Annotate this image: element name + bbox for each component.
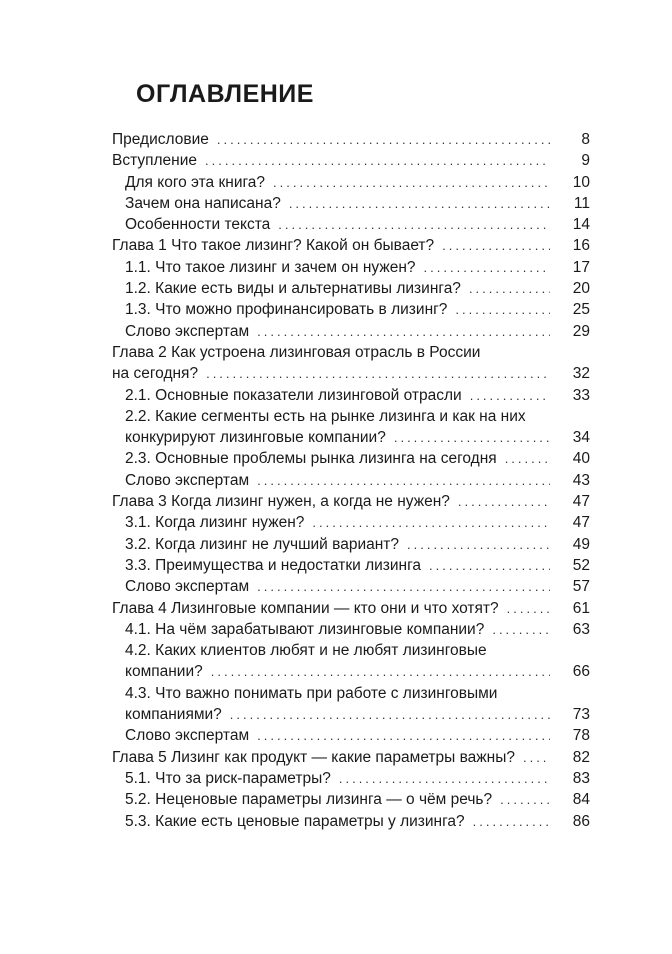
toc-entry-lead: 2.2. Какие сегменты есть на рынке лизинга и как на них <box>125 407 526 425</box>
toc-entry[interactable] <box>112 129 590 150</box>
dot-leader <box>455 299 550 320</box>
toc-entry[interactable] <box>112 214 590 235</box>
toc-entry-page-number: 34 <box>572 429 590 447</box>
toc-entry-title: на сегодня? <box>112 365 199 383</box>
dot-leader <box>273 172 550 193</box>
toc-entry-title: Глава 1 Что такое лизинг? Какой он бывает? <box>112 237 435 255</box>
toc-entry-title: компании? <box>125 663 203 681</box>
toc-entry-page-number: 57 <box>572 578 590 596</box>
toc-entry-page-number: 63 <box>572 620 590 638</box>
toc-entry-page-number: 83 <box>572 769 590 787</box>
dot-leader <box>289 193 550 214</box>
toc-entry-page-number: 29 <box>572 322 590 340</box>
toc-entry-title: 5.3. Какие есть ценовые параметры у лизинга? <box>125 812 465 830</box>
toc-entry-title: 4.1. На чём зарабатывают лизинговые компании? <box>125 620 485 638</box>
dot-leader <box>257 576 550 597</box>
toc-entry-page-number: 11 <box>573 194 590 212</box>
toc-entry-title: 1.3. Что можно профинансировать в лизинг? <box>125 301 448 319</box>
toc-entry[interactable] <box>112 598 590 619</box>
toc-entry[interactable] <box>112 278 590 299</box>
toc-entry[interactable] <box>112 193 590 214</box>
toc-entry-page-number: 8 <box>581 131 590 148</box>
toc-entry-title: 5.2. Неценовые параметры лизинга — о чём речь? <box>125 791 493 809</box>
toc-entry-page-number: 33 <box>572 386 590 404</box>
toc-entry[interactable] <box>112 150 590 171</box>
dot-leader <box>458 491 550 512</box>
toc-entry[interactable] <box>112 321 590 342</box>
toc-entry-title: Предисловие <box>112 131 209 148</box>
dot-leader <box>257 321 550 342</box>
toc-entry-title: Слово экспертам <box>125 727 250 745</box>
toc-entry-title: Вступление <box>112 152 198 170</box>
toc-entry[interactable] <box>112 811 590 832</box>
toc-entry-page-number: 43 <box>572 471 590 489</box>
dot-leader <box>205 150 550 171</box>
toc-entry[interactable] <box>112 704 590 725</box>
toc-entry-page-number: 49 <box>572 535 590 553</box>
toc-entry-page-number: 82 <box>572 748 590 766</box>
toc-entry-title: 3.2. Когда лизинг не лучший вариант? <box>125 535 399 553</box>
toc-entry[interactable] <box>112 299 590 320</box>
toc-entry-page-number: 14 <box>572 216 590 234</box>
toc-entry-title: 5.1. Что за риск-параметры? <box>125 769 331 787</box>
toc-entry-title: компаниями? <box>125 706 222 724</box>
toc-entry[interactable] <box>112 725 590 746</box>
toc-entry[interactable] <box>112 172 590 193</box>
toc-entry[interactable] <box>112 534 590 555</box>
toc-entry-page-number: 9 <box>581 152 590 170</box>
dot-leader <box>339 768 550 789</box>
dot-leader <box>211 661 550 682</box>
toc-entry[interactable] <box>112 448 590 469</box>
toc-entry-title: 1.1. Что такое лизинг и зачем он нужен? <box>125 258 416 276</box>
dot-leader <box>230 704 550 725</box>
dot-leader <box>217 129 550 150</box>
toc-entry-title: 2.1. Основные показатели лизинговой отрасли <box>125 386 462 404</box>
dot-leader <box>206 363 550 384</box>
toc-entry[interactable] <box>112 789 590 810</box>
toc-entry-page-number: 17 <box>572 258 590 276</box>
toc-entry[interactable] <box>112 512 590 533</box>
toc-entry-page-number: 16 <box>572 237 590 255</box>
page-title: ОГЛАВЛЕНИЕ <box>136 80 314 108</box>
dot-leader <box>278 214 550 235</box>
toc-entry-title: 3.1. Когда лизинг нужен? <box>125 514 305 532</box>
toc-entry-lead: Глава 2 Как устроена лизинговая отрасль в России <box>112 343 481 361</box>
toc-entry[interactable] <box>112 257 590 278</box>
dot-leader <box>500 789 550 810</box>
dot-leader <box>442 235 550 256</box>
dot-leader <box>424 257 550 278</box>
toc-entry[interactable] <box>112 235 590 256</box>
dot-leader <box>523 747 550 768</box>
dot-leader <box>257 725 550 746</box>
toc-entry[interactable] <box>112 427 590 448</box>
dot-leader <box>507 598 550 619</box>
toc-entry[interactable] <box>112 747 590 768</box>
toc-entry-title: Слово экспертам <box>125 578 250 596</box>
toc-entry[interactable] <box>112 385 590 406</box>
dot-leader <box>429 555 550 576</box>
toc-entry-title: Слово экспертам <box>125 322 250 340</box>
toc-entry-title: Слово экспертам <box>125 471 250 489</box>
toc-entry-page-number: 20 <box>572 280 590 298</box>
toc-entry-page-number: 73 <box>572 706 590 724</box>
toc-entry[interactable] <box>112 768 590 789</box>
toc-entry-page-number: 86 <box>572 812 590 830</box>
toc-entry-page-number: 78 <box>572 727 590 745</box>
toc-entry[interactable] <box>112 555 590 576</box>
toc-entry-title: Глава 3 Когда лизинг нужен, а когда не нужен? <box>112 493 450 511</box>
dot-leader <box>473 811 550 832</box>
toc-entry-title: Для кого эта книга? <box>125 173 266 191</box>
dot-leader <box>257 470 550 491</box>
toc-entry-page-number: 25 <box>572 301 590 319</box>
toc-entry[interactable] <box>112 661 590 682</box>
dot-leader <box>407 534 550 555</box>
toc-entry-page-number: 66 <box>572 663 590 681</box>
toc-entry-page-number: 52 <box>572 556 590 574</box>
toc-entry[interactable] <box>112 470 590 491</box>
toc-entry[interactable] <box>112 576 590 597</box>
toc-entry-title: конкурируют лизинговые компании? <box>125 429 386 447</box>
toc-entry-page-number: 10 <box>572 173 590 191</box>
toc-entry[interactable] <box>112 363 590 384</box>
toc-entry-title: Особенности текста <box>125 216 271 234</box>
toc-entry-page-number: 47 <box>572 514 590 532</box>
toc-entry-page-number: 47 <box>572 493 590 511</box>
dot-leader <box>469 278 550 299</box>
toc-entry-page-number: 40 <box>572 450 590 468</box>
toc-entry-title: Глава 4 Лизинговые компании — кто они и что хотят? <box>112 599 499 617</box>
dot-leader <box>492 619 550 640</box>
toc-entry-title: 1.2. Какие есть виды и альтернативы лизинга? <box>125 280 461 298</box>
toc-entry[interactable] <box>112 491 590 512</box>
toc-entry-page-number: 32 <box>572 365 590 383</box>
toc-entry-page-number: 84 <box>572 791 590 809</box>
toc-entry-page-number: 61 <box>572 599 590 617</box>
toc-entry-lead: 4.2. Каких клиентов любят и не любят лизинговые <box>125 642 487 660</box>
dot-leader <box>394 427 550 448</box>
dot-leader <box>470 385 550 406</box>
toc-entry-title: 3.3. Преимущества и недостатки лизинга <box>125 556 422 574</box>
toc-entry-title: 2.3. Основные проблемы рынка лизинга на сегодня <box>125 450 497 468</box>
toc-entry-title: Зачем она написана? <box>125 194 281 212</box>
toc-entry[interactable] <box>112 619 590 640</box>
table-of-contents <box>112 129 590 832</box>
dot-leader <box>505 448 550 469</box>
toc-entry-title: Глава 5 Лизинг как продукт — какие параметры важны? <box>112 748 515 766</box>
toc-entry-lead: 4.3. Что важно понимать при работе с лизинговыми <box>125 684 498 702</box>
dot-leader <box>312 512 550 533</box>
